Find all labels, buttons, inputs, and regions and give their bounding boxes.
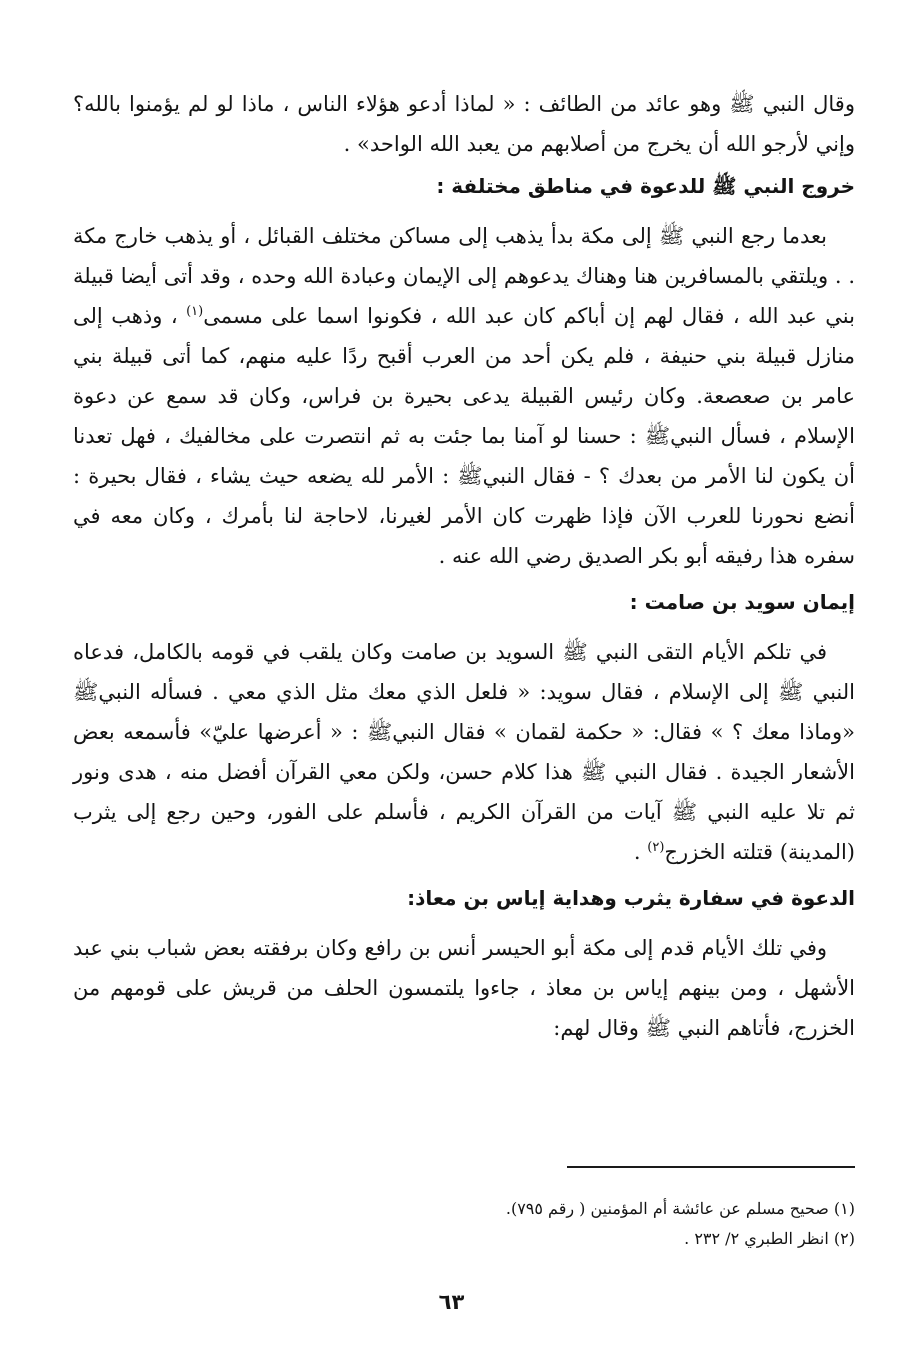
section-heading-yathrib: الدعوة في سفارة يثرب وهداية إياس بن معاذ: — [407, 886, 855, 910]
footnote-1: (١) صحيح مسلم عن عائشة أم المؤمنين ( رقم ٧٩٥). — [505, 1199, 855, 1218]
section-heading-suwayd: إيمان سويد بن صامت : — [629, 590, 855, 614]
paragraph-text: . — [633, 840, 641, 864]
footnote-marker-1[interactable]: (١) — [186, 304, 204, 319]
footnote-marker-2[interactable]: (٢) — [647, 840, 665, 855]
footnote-divider — [567, 1166, 855, 1168]
intro-paragraph: وقال النبي ﷺ وهو عائد من الطائف : « لماذا أدعو هؤلاء الناس ، ماذا لو لم يؤمنوا بالله؟ وإني لأرجو الله أن يخرج من أصلابهم من يعبد الله الواحد» . — [73, 92, 855, 156]
footnotes — [73, 1194, 855, 1254]
footnote-2: (٢) انظر الطبري ٢/ ٢٣٢ . — [684, 1229, 855, 1248]
section-paragraph-yathrib — [73, 928, 855, 1048]
paragraph-text: في تلكم الأيام التقى النبي ﷺ السويد بن صامت وكان يلقب في قومه بالكامل، فدعاه النبي ﷺ إلى الإسلام ، فقال سويد: « فلعل الذي معك مثل الذي معي . فسأله النبيﷺ «وماذا معك ؟ » فقال: « حكمة لقمان » فقال النبيﷺ : « أعرضها عليّ» فأسمعه بعض الأشعار الجيدة . فقال النبي ﷺ هذا كلام حسن، ولكن معي القرآن أفضل منه ، هدى ونور ثم تلا عليه النبي ﷺ آيات من القرآن الكريم ، فأسلم على الفور، وحين رجع إلى يثرب (المدينة) قتلته الخزرج — [73, 640, 855, 864]
paragraph-text: ، وذهب إلى منازل قبيلة بني حنيفة ، فلم يكن أحد من العرب أقبح ردًا عليه منهم، كما أتى قبيلة بني عامر بن صعصعة. وكان رئيس القبيلة يدعى بحيرة بن فراس، وكان قد سمع عن دعوة الإسلام ، فسأل النبيﷺ : حسنا لو آمنا بما جئت به ثم انتصرت على مخالفيك ، فهل تعدنا أن يكون لنا الأمر من بعدك ؟ - فقال النبيﷺ : الأمر لله يضعه حيث يشاء ، فقال بحيرة : أنضع نحورنا للعرب الآن فإذا ظهرت كان الأمر لغيرنا، لاحاجة لنا بأمرك ، وكان معه في سفره هذا رفيقه أبو بكر الصديق رضي الله عنه . — [73, 304, 855, 568]
section-heading-call-in-regions: خروج النبي ﷺ للدعوة في مناطق مختلفة : — [436, 174, 855, 198]
paragraph-text: بعدما رجع النبي ﷺ إلى مكة بدأ يذهب إلى مساكن مختلف القبائل ، أو يذهب خارج مكة . . ويلتقي بالمسافرين هنا وهناك يدعوهم إلى الإيمان وعبادة الله وحده ، وقد أتى أيضا قبيلة بني عبد الله ، فقال لهم إن أباكم كان عبد الله ، فكونوا اسما على مسمى — [73, 224, 855, 328]
page-body — [73, 84, 855, 1048]
section-paragraph-call-in-regions — [73, 216, 855, 576]
paragraph-text: وفي تلك الأيام قدم إلى مكة أبو الحيسر أنس بن رافع وكان برفقته بعض شباب بني عبد الأشهل ، ومن بينهم إياس بن معاذ ، جاءوا يلتمسون الحلف من قريش على قومهم من الخزرج، فأتاهم النبي ﷺ وقال لهم: — [73, 936, 855, 1040]
section-paragraph-suwayd — [73, 632, 855, 872]
page-number: ٦٣ — [438, 1290, 465, 1314]
